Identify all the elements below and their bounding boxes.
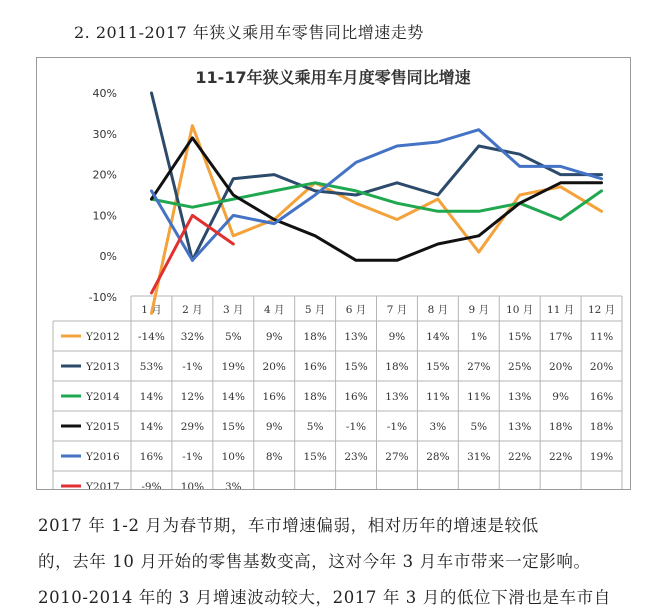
data-label: 15%	[221, 421, 245, 433]
data-label: 5%	[306, 421, 324, 433]
legend-name: Y2014	[86, 391, 120, 403]
y-tick-label: 40%	[92, 87, 117, 100]
data-label: 29%	[180, 421, 205, 433]
data-label: 19%	[589, 451, 614, 463]
y-tick-label: 10%	[92, 209, 117, 223]
category-label: 12 月	[587, 304, 616, 316]
category-label: 6 月	[345, 304, 367, 316]
data-label: -1%	[182, 361, 203, 373]
data-label: -1%	[345, 421, 367, 433]
data-label: 11%	[426, 391, 450, 403]
data-label: 16%	[262, 391, 286, 403]
data-label: 14%	[139, 421, 164, 433]
data-label: 5%	[470, 421, 488, 433]
data-label: 27%	[467, 361, 491, 373]
data-label: 18%	[385, 361, 409, 373]
data-label: 20%	[548, 361, 573, 373]
data-label: 13%	[344, 331, 368, 343]
data-label: 25%	[508, 361, 532, 373]
data-label: 18%	[589, 421, 614, 433]
data-label: 3%	[224, 481, 242, 489]
data-label: 20%	[262, 361, 286, 373]
category-label: 7 月	[386, 304, 408, 316]
data-label: 16%	[139, 451, 164, 463]
paragraph-line-1: 2017 年 1-2 月为春节期，车市增速偏弱，相对历年的增速是较低	[38, 516, 539, 535]
data-label: 1%	[470, 331, 488, 343]
data-label: -1%	[182, 451, 203, 463]
data-label: 22%	[548, 451, 573, 463]
data-label: 31%	[467, 451, 491, 463]
section-heading: 2. 2011-2017 年狭义乘用车零售同比增速走势	[74, 23, 424, 42]
data-label: 28%	[426, 451, 450, 463]
data-label: 9%	[388, 331, 406, 343]
data-label: 22%	[508, 451, 532, 463]
data-label: 16%	[344, 391, 368, 403]
data-label: 53%	[139, 361, 164, 373]
chart-frame	[36, 57, 631, 490]
data-label: 20%	[589, 361, 614, 373]
data-label: 18%	[303, 331, 327, 343]
data-label: 15%	[303, 451, 327, 463]
data-label: 15%	[426, 361, 450, 373]
y-tick-label: 30%	[92, 127, 117, 141]
data-label: 15%	[344, 361, 368, 373]
data-label: 10%	[221, 451, 245, 463]
data-label: 23%	[344, 451, 368, 463]
y-tick-label: 0%	[99, 250, 117, 264]
legend-name: Y2015	[86, 421, 120, 433]
data-label: 14%	[221, 391, 245, 403]
data-label: 12%	[180, 391, 205, 403]
data-label: 5%	[224, 331, 242, 343]
legend-name: Y2012	[86, 331, 120, 343]
data-label: 9%	[265, 421, 283, 433]
data-label: 11%	[467, 391, 491, 403]
data-label: 19%	[221, 361, 245, 373]
data-label: 17%	[548, 331, 573, 343]
category-label: 5 月	[304, 304, 326, 316]
data-label: 32%	[180, 331, 205, 343]
category-label: 8 月	[427, 304, 449, 316]
legend-name: Y2017	[86, 481, 120, 489]
data-label: 18%	[548, 421, 573, 433]
category-label: 2 月	[182, 304, 203, 316]
data-label: -1%	[386, 421, 408, 433]
data-label: 11%	[589, 331, 614, 343]
data-label: -14%	[138, 331, 165, 343]
data-label: 3%	[429, 421, 447, 433]
category-label: 1 月	[141, 304, 162, 316]
paragraph-line-3: 2010-2014 年的 3 月增速波动较大，2017 年 3 月的低位下滑也是车市自	[38, 588, 611, 607]
data-label: 15%	[508, 331, 532, 343]
data-label: 9%	[265, 331, 283, 343]
paragraph-line-2: 的，去年 10 月开始的零售基数变高，这对今年 3 月车市带来一定影响。	[38, 552, 591, 571]
category-label: 9 月	[468, 304, 490, 316]
data-label: 8%	[265, 451, 283, 463]
category-label: 3 月	[223, 304, 244, 316]
data-label: 13%	[508, 391, 532, 403]
data-label: 14%	[139, 391, 164, 403]
data-label: 16%	[589, 391, 614, 403]
chart-title: 11-17年狭义乘用车月度零售同比增速	[195, 68, 471, 87]
legend-name: Y2013	[86, 361, 120, 373]
data-label: 13%	[508, 421, 532, 433]
data-label: 9%	[552, 391, 569, 403]
legend-name: Y2016	[86, 451, 120, 463]
data-label: 16%	[303, 361, 327, 373]
data-label: 10%	[180, 481, 205, 489]
category-label: 11 月	[547, 304, 575, 316]
data-label: 18%	[303, 391, 327, 403]
data-label: -9%	[141, 481, 162, 489]
data-label: 27%	[385, 451, 409, 463]
data-label: 13%	[385, 391, 409, 403]
category-label: 10 月	[506, 304, 534, 316]
chart-svg	[37, 58, 630, 489]
y-tick-label: 20%	[92, 168, 117, 182]
category-label: 4 月	[263, 304, 285, 316]
data-label: 14%	[426, 331, 450, 343]
y-tick-label: -10%	[88, 291, 117, 304]
